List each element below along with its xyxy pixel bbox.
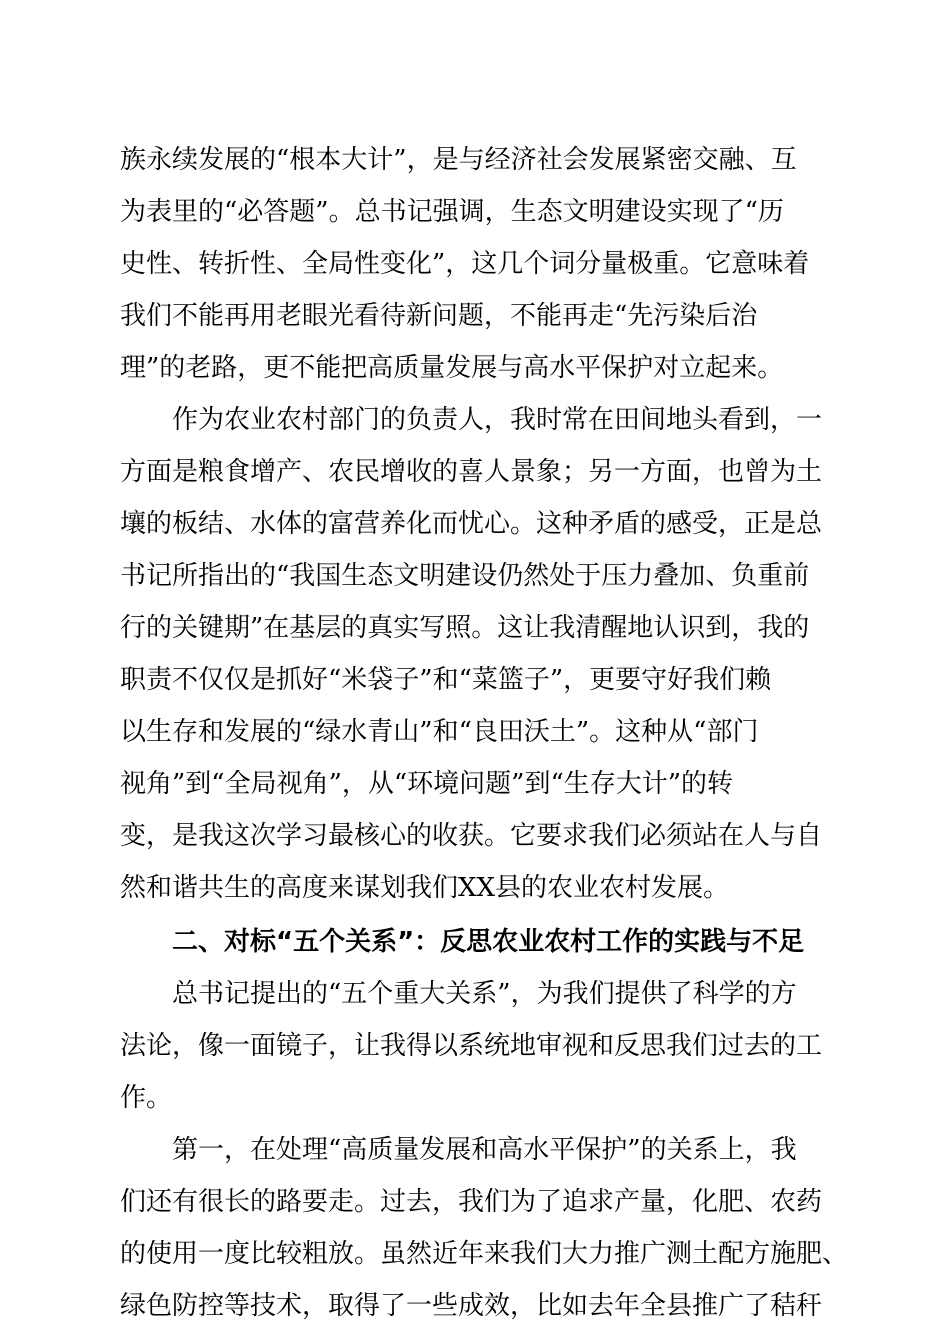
paragraph-line: 我们不能再用老眼光看待新问题，不能再走“先污染后治	[120, 301, 758, 331]
paragraph-line: 史性、转折性、全局性变化”，这几个词分量极重。它意味着	[120, 249, 810, 279]
paragraph-line: 视角”到“全局视角”，从“环境问题”到“生存大计”的转	[120, 769, 734, 799]
paragraph-first-line: 作为农业农村部门的负责人，我时常在田间地头看到，一	[172, 405, 823, 435]
paragraph-line: 们还有很长的路要走。过去，我们为了追求产量，化肥、农药	[120, 1187, 823, 1217]
paragraph-line: 职责不仅仅是抓好“米袋子”和“菜篮子”，更要守好我们赖	[120, 665, 772, 695]
paragraph-first-line: 第一，在处理“高质量发展和高水平保护”的关系上，我	[172, 1135, 797, 1165]
paragraph-line: 方面是粮食增产、农民增收的喜人景象；另一方面，也曾为土	[120, 457, 823, 487]
paragraph-first-line: 总书记提出的“五个重大关系”，为我们提供了科学的方	[172, 979, 797, 1009]
paragraph-line: 理”的老路，更不能把高质量发展与高水平保护对立起来。	[120, 353, 784, 383]
paragraph-line: 作。	[120, 1083, 173, 1113]
paragraph-line: 绿色防控等技术，取得了一些成效，比如去年全县推广了秸秆	[120, 1291, 823, 1321]
paragraph-line: 书记所指出的“我国生态文明建设仍然处于压力叠加、负重前	[120, 561, 810, 591]
paragraph-line: 然和谐共生的高度来谋划我们XX县的农业农村发展。	[120, 873, 730, 903]
paragraph-line: 行的关键期”在基层的真实写照。这让我清醒地认识到，我的	[120, 613, 810, 643]
paragraph-line: 壤的板结、水体的富营养化而忧心。这种矛盾的感受，正是总	[120, 509, 823, 539]
paragraph-line: 的使用一度比较粗放。虽然近年来我们大力推广测土配方施肥、	[120, 1239, 849, 1269]
paragraph-line: 为表里的“必答题”。总书记强调，生态文明建设实现了“历	[120, 197, 784, 227]
section-heading: 二、对标“五个关系”：反思农业农村工作的实践与不足	[172, 927, 805, 957]
paragraph-line: 法论，像一面镜子，让我得以系统地审视和反思我们过去的工	[120, 1031, 823, 1061]
paragraph-line: 以生存和发展的“绿水青山”和“良田沃土”。这种从“部门	[120, 717, 759, 747]
paragraph-line: 变，是我这次学习最核心的收获。它要求我们必须站在人与自	[120, 821, 823, 851]
paragraph-line: 族永续发展的“根本大计”，是与经济社会发展紧密交融、互	[120, 145, 797, 175]
